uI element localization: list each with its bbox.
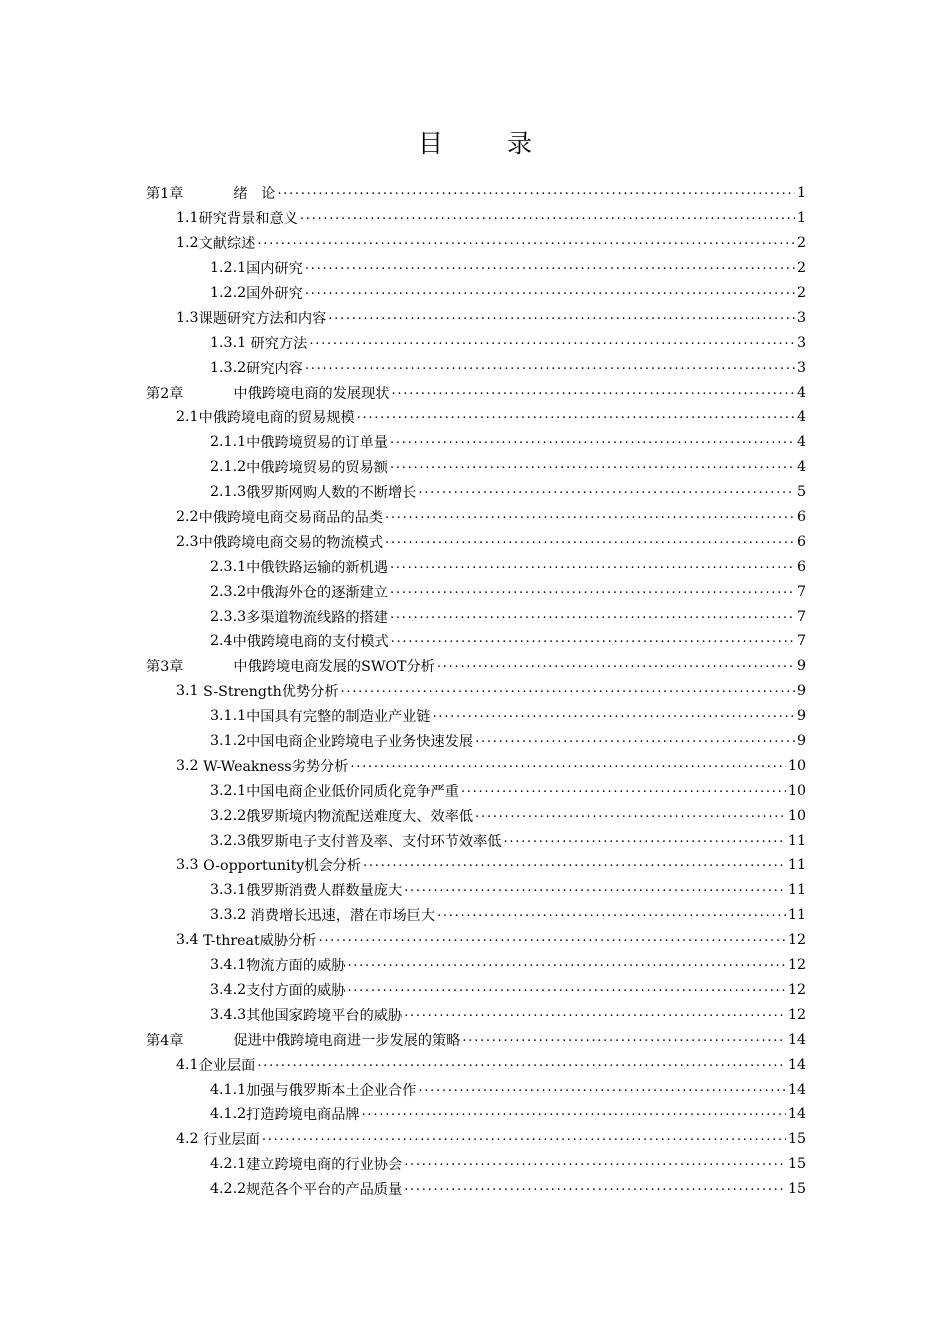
toc-number: 4.2.1 <box>210 1156 247 1173</box>
toc-page: 11 <box>787 832 806 849</box>
toc-label: 中俄跨境电商的发展现状 <box>233 385 390 402</box>
toc-page: 11 <box>787 907 806 924</box>
toc-number: 4.1.2 <box>210 1106 247 1123</box>
toc-page: 7 <box>796 633 806 650</box>
dot-leader <box>437 659 795 673</box>
table-of-contents <box>146 181 806 1202</box>
toc-page: 12 <box>787 932 806 949</box>
toc-number: 4.1.1 <box>210 1081 247 1098</box>
toc-page: 4 <box>796 434 806 451</box>
toc-number: 2.2 <box>176 509 199 526</box>
page-title: 目 录 <box>418 129 560 158</box>
toc-page: 4 <box>796 384 806 401</box>
dot-leader <box>305 261 795 275</box>
toc-page: 15 <box>787 1131 806 1148</box>
toc-entry[interactable] <box>146 355 806 380</box>
toc-page: 10 <box>787 782 806 799</box>
toc-page: 2 <box>796 235 806 252</box>
toc-entry[interactable] <box>146 455 806 480</box>
dot-leader <box>391 634 795 648</box>
toc-label: 课题研究方法和内容 <box>198 310 327 327</box>
toc-page: 9 <box>796 733 806 750</box>
toc-number: 2.3.1 <box>210 558 247 575</box>
toc-entry[interactable] <box>146 1077 806 1102</box>
toc-label: 规范各个平台的产品质量 <box>246 1182 403 1199</box>
toc-page: 14 <box>787 1056 806 1073</box>
toc-page: 9 <box>796 658 806 675</box>
toc-number: 2.1 <box>176 409 199 426</box>
toc-label: 促进中俄跨境电商进一步发展的策略 <box>233 1032 461 1049</box>
toc-entry[interactable] <box>146 1127 806 1152</box>
toc-page: 12 <box>787 1006 806 1023</box>
dot-leader <box>504 834 786 848</box>
toc-label: 俄罗斯网购人数的不断增长 <box>246 485 417 502</box>
toc-label: 研究背景和意义 <box>198 211 298 228</box>
toc-label: 中俄海外仓的逐渐建立 <box>246 584 388 601</box>
dot-leader <box>433 709 795 723</box>
toc-page: 14 <box>787 1081 806 1098</box>
toc-entry[interactable] <box>146 305 806 330</box>
toc-entry[interactable] <box>146 928 806 953</box>
toc-label: 中俄跨境电商发展的SWOT分析 <box>233 659 435 676</box>
toc-page: 5 <box>796 484 806 501</box>
toc-page: 6 <box>796 558 806 575</box>
dot-leader <box>462 1033 786 1047</box>
toc-entry[interactable] <box>146 480 806 505</box>
toc-entry[interactable] <box>146 281 806 306</box>
toc-label: 中俄铁路运输的新机遇 <box>246 559 388 576</box>
toc-label: 建立跨境电商的行业协会 <box>246 1157 403 1174</box>
toc-entry[interactable] <box>146 1102 806 1127</box>
toc-entry[interactable] <box>146 729 806 754</box>
toc-page: 12 <box>787 981 806 998</box>
dot-leader <box>390 585 795 599</box>
toc-page: 10 <box>787 807 806 824</box>
toc-page: 2 <box>796 260 806 277</box>
toc-page: 11 <box>787 857 806 874</box>
dot-leader <box>475 734 795 748</box>
toc-label: 中俄跨境电商交易的物流模式 <box>198 534 384 551</box>
dot-leader <box>418 485 795 499</box>
dot-leader <box>318 933 785 947</box>
toc-number: 4.2 <box>176 1131 199 1148</box>
dot-leader <box>390 560 795 574</box>
toc-number: 1.3.2 <box>210 359 247 376</box>
toc-number: 1.3 <box>176 309 199 326</box>
dot-leader <box>300 211 795 225</box>
toc-entry[interactable] <box>146 704 806 729</box>
toc-number: 3.2 <box>176 757 199 774</box>
toc-number: 3.4.2 <box>210 981 247 998</box>
toc-entry[interactable] <box>146 1052 806 1077</box>
toc-number: 1.1 <box>176 210 199 227</box>
toc-number: 4.2.2 <box>210 1181 247 1198</box>
toc-label: 行业层面 <box>198 1132 260 1149</box>
toc-number: 2.3.2 <box>210 583 247 600</box>
toc-label: T-threat威胁分析 <box>198 933 317 950</box>
toc-entry[interactable] <box>146 405 806 430</box>
toc-entry[interactable] <box>146 1177 806 1202</box>
toc-number: 3.2.3 <box>210 832 247 849</box>
toc-label: 物流方面的威胁 <box>246 958 346 975</box>
toc-number: 4.1 <box>176 1056 199 1073</box>
toc-entry[interactable] <box>146 654 806 679</box>
toc-entry[interactable] <box>146 1152 806 1177</box>
toc-page: 11 <box>787 882 806 899</box>
toc-entry[interactable] <box>146 505 806 530</box>
toc-page: 15 <box>787 1181 806 1198</box>
dot-leader <box>277 186 795 200</box>
toc-page: 7 <box>796 583 806 600</box>
toc-page: 3 <box>796 334 806 351</box>
dot-leader <box>347 958 786 972</box>
toc-entry[interactable] <box>146 803 806 828</box>
toc-number: 第2章 <box>146 385 184 402</box>
toc-number: 2.1.1 <box>210 434 247 451</box>
toc-page: 6 <box>796 509 806 526</box>
toc-label: 国外研究 <box>246 286 303 302</box>
toc-label: 多渠道物流线路的搭建 <box>246 609 388 626</box>
dot-leader <box>347 983 786 997</box>
toc-number: 3.3.1 <box>210 882 247 899</box>
dot-leader <box>309 336 795 350</box>
dot-leader <box>357 410 795 424</box>
dot-leader <box>305 286 795 300</box>
toc-label: S-Strength优势分析 <box>198 684 339 701</box>
toc-page: 9 <box>796 683 806 700</box>
toc-label: 中俄跨境电商的贸易规模 <box>198 410 355 427</box>
toc-label: 中俄跨境电商的支付模式 <box>232 634 389 651</box>
toc-label: 企业层面 <box>198 1057 256 1074</box>
toc-label: 俄罗斯消费人群数量庞大 <box>246 883 403 900</box>
dot-leader <box>363 858 786 872</box>
toc-label: 绪 论 <box>233 186 276 203</box>
toc-entry[interactable] <box>146 778 806 803</box>
toc-page: 12 <box>787 957 806 974</box>
dot-leader <box>404 1182 786 1196</box>
toc-label: 中俄跨境贸易的贸易额 <box>246 460 388 477</box>
toc-number: 1.2 <box>176 235 199 252</box>
toc-label: 消费增长迅速，潜在市场巨大 <box>246 908 436 925</box>
toc-entry[interactable] <box>146 978 806 1003</box>
dot-leader <box>391 386 794 400</box>
dot-leader <box>418 1083 786 1097</box>
dot-leader <box>362 1107 786 1121</box>
toc-page: 4 <box>796 459 806 476</box>
toc-entry[interactable] <box>146 878 806 903</box>
dot-leader <box>390 435 795 449</box>
dot-leader <box>305 361 795 375</box>
toc-number: 第3章 <box>146 659 184 676</box>
toc-entry[interactable] <box>146 430 806 455</box>
toc-label: 研究内容 <box>246 360 303 377</box>
dot-leader <box>475 809 786 823</box>
toc-label: O-opportunity机会分析 <box>198 858 362 875</box>
toc-page: 10 <box>787 757 806 774</box>
toc-label: 俄罗斯境内物流配送难度大、效率低 <box>246 808 474 825</box>
toc-number: 1.3.1 <box>210 334 247 351</box>
toc-number: 3.3 <box>176 857 199 874</box>
dot-leader <box>328 311 795 325</box>
toc-entry[interactable] <box>146 380 806 405</box>
toc-number: 3.2.1 <box>210 782 247 799</box>
toc-label: 中国电商企业跨境电子业务快速发展 <box>246 734 474 751</box>
toc-label: 中俄跨境贸易的订单量 <box>246 435 388 452</box>
toc-number: 3.2.2 <box>210 807 247 824</box>
toc-number: 1.2.2 <box>210 285 247 301</box>
toc-entry[interactable] <box>146 529 806 554</box>
toc-page: 2 <box>796 285 806 301</box>
toc-entry[interactable] <box>146 206 806 231</box>
toc-label: 打造跨境电商品牌 <box>246 1107 360 1124</box>
toc-number: 3.1 <box>176 683 199 700</box>
toc-number: 第1章 <box>146 186 184 203</box>
dot-leader <box>404 883 786 897</box>
toc-label: 其他国家跨境平台的威胁 <box>246 1007 403 1024</box>
toc-page: 1 <box>796 185 806 202</box>
dot-leader <box>404 1157 786 1171</box>
dot-leader <box>257 236 795 250</box>
dot-leader <box>437 908 786 922</box>
toc-label: 文献综述 <box>198 236 256 253</box>
toc-page: 14 <box>787 1106 806 1123</box>
dot-leader <box>461 784 786 798</box>
toc-entry[interactable] <box>146 1027 806 1052</box>
toc-entry[interactable] <box>146 256 806 281</box>
toc-number: 3.1.1 <box>210 708 247 725</box>
toc-number: 2.3 <box>176 533 199 550</box>
toc-entry[interactable] <box>146 579 806 604</box>
dot-leader <box>404 1008 786 1022</box>
toc-number: 3.4.3 <box>210 1006 247 1023</box>
toc-number: 2.1.2 <box>210 459 247 476</box>
toc-entry[interactable] <box>146 679 806 704</box>
toc-entry[interactable] <box>146 330 806 355</box>
dot-leader <box>385 535 795 549</box>
toc-label: W-Weakness劣势分析 <box>198 758 349 775</box>
toc-label: 中国具有完整的制造业产业链 <box>246 709 431 726</box>
toc-label: 加强与俄罗斯本土企业合作 <box>246 1082 417 1099</box>
toc-entry[interactable] <box>146 1002 806 1027</box>
toc-number: 2.3.3 <box>210 608 247 625</box>
toc-label: 中国电商企业低价同质化竞争严重 <box>246 783 459 800</box>
toc-entry[interactable] <box>146 181 806 206</box>
toc-label: 俄罗斯电子支付普及率、支付环节效率低 <box>246 833 502 850</box>
toc-number: 第4章 <box>146 1032 184 1049</box>
dot-leader <box>262 1132 786 1146</box>
toc-label: 研究方法 <box>246 335 308 352</box>
dot-leader <box>350 759 786 773</box>
toc-page: 3 <box>796 309 806 326</box>
dot-leader <box>341 684 795 698</box>
toc-page: 4 <box>796 409 806 426</box>
toc-number: 3.4.1 <box>210 957 247 974</box>
toc-number: 3.3.2 <box>210 907 247 924</box>
toc-number: 1.2.1 <box>210 260 247 277</box>
toc-number: 3.4 <box>176 932 199 949</box>
toc-page: 15 <box>787 1156 806 1173</box>
toc-page: 14 <box>787 1031 806 1048</box>
toc-entry[interactable] <box>146 753 806 778</box>
toc-label: 支付方面的威胁 <box>246 982 346 999</box>
toc-entry[interactable] <box>146 853 806 878</box>
toc-page: 7 <box>796 608 806 625</box>
toc-entry[interactable] <box>146 629 806 654</box>
dot-leader <box>390 460 795 474</box>
toc-page: 3 <box>796 359 806 376</box>
toc-label: 中俄跨境电商交易商品的品类 <box>198 510 384 527</box>
toc-page: 1 <box>796 210 806 227</box>
dot-leader <box>390 610 795 624</box>
toc-number: 3.1.2 <box>210 733 247 750</box>
toc-entry[interactable] <box>146 231 806 256</box>
toc-number: 2.1.3 <box>210 484 247 501</box>
dot-leader <box>385 510 795 524</box>
toc-entry[interactable] <box>146 953 806 978</box>
toc-entry[interactable] <box>146 903 806 928</box>
toc-page: 9 <box>796 708 806 725</box>
toc-entry[interactable] <box>146 828 806 853</box>
toc-entry[interactable] <box>146 604 806 629</box>
toc-number: 2.4 <box>210 633 233 650</box>
toc-page: 6 <box>796 533 806 550</box>
dot-leader <box>257 1058 786 1072</box>
toc-entry[interactable] <box>146 554 806 579</box>
toc-label: 国内研究 <box>246 261 303 278</box>
